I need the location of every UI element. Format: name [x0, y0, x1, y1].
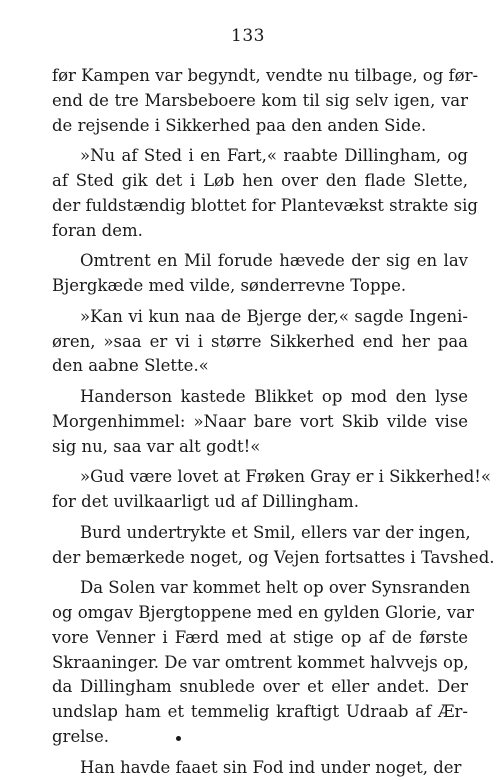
paragraph — [52, 305, 468, 379]
text-line: vore Venner i Færd med at stige op af de første — [52, 626, 468, 651]
paragraph — [52, 64, 468, 138]
text-line: Bjergkæde med vilde, sønderrevne Toppe. — [52, 274, 468, 299]
text-line: øren, »saa er vi i større Sikkerhed end her paa — [52, 330, 468, 355]
text-line: sig nu, saa var alt godt!« — [52, 435, 468, 460]
paragraph — [52, 756, 468, 780]
paragraph — [52, 576, 468, 749]
text-line: Skraaninger. De var omtrent kommet halvvejs op, — [52, 651, 468, 676]
text-line: der bemærkede noget, og Vejen fortsattes i Tavshed. — [52, 546, 468, 571]
paragraph — [52, 144, 468, 243]
text-line: Burd undertrykte et Smil, ellers var der ingen, — [52, 521, 468, 546]
text-line: af Sted gik det i Løb hen over den flade Slette, — [52, 169, 468, 194]
paragraph — [52, 249, 468, 299]
text-line: grelse. — [52, 725, 468, 750]
text-line: de rejsende i Sikkerhed paa den anden Side. — [52, 114, 468, 139]
text-line: Da Solen var kommet helt op over Synsranden — [52, 576, 468, 601]
text-line: »Gud være lovet at Frøken Gray er i Sikkerhed!« — [52, 465, 468, 490]
paragraph — [52, 521, 468, 571]
text-line: der fuldstændig blottet for Plantevækst strakte sig — [52, 194, 468, 219]
text-line: da Dillingham snublede over et eller andet. Der — [52, 675, 468, 700]
text-line: undslap ham et temmelig kraftigt Udraab af Ær- — [52, 700, 468, 725]
text-line: for det uvilkaarligt ud af Dillingham. — [52, 490, 468, 515]
text-line: end de tre Marsbeboere kom til sig selv igen, var — [52, 89, 468, 114]
page-number: 133 — [0, 26, 496, 46]
text-line: og omgav Bjergtoppene med en gylden Glorie, var — [52, 601, 468, 626]
text-line: »Kan vi kun naa de Bjerge der,« sagde Ingeni- — [52, 305, 468, 330]
text-line: Morgenhimmel: »Naar bare vort Skib vilde vise — [52, 410, 468, 435]
paragraph — [52, 465, 468, 515]
text-line: »Nu af Sted i en Fart,« raabte Dillingham, og — [52, 144, 468, 169]
text-line: Han havde faaet sin Fod ind under noget, der — [52, 756, 468, 780]
text-line: Omtrent en Mil forude hævede der sig en lav — [52, 249, 468, 274]
text-line: den aabne Slette.« — [52, 354, 468, 379]
text-line: Handerson kastede Blikket op mod den lyse — [52, 385, 468, 410]
footer-mark — [176, 736, 181, 741]
paragraph — [52, 385, 468, 459]
body-text — [52, 64, 468, 780]
text-line: før Kampen var begyndt, vendte nu tilbage, og før- — [52, 64, 468, 89]
text-line: foran dem. — [52, 219, 468, 244]
